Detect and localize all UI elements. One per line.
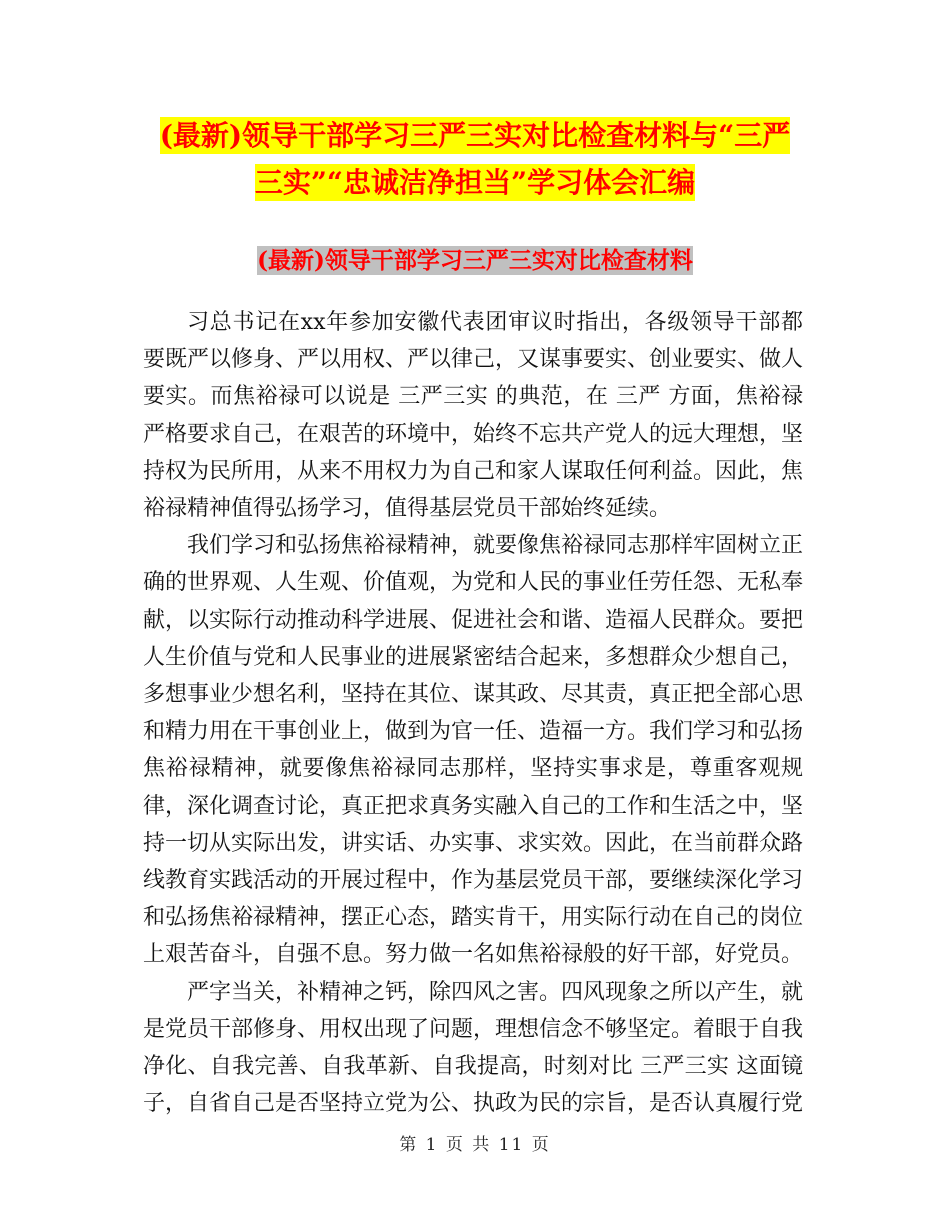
section-title	[140, 244, 810, 278]
paragraph: 严字当关，补精神之钙，除四风之害。四风现象之所以产生，就是党员干部修身、用权出现了问题，理想信念不够坚定。着眼于自我净化、自我完善、自我革新、自我提高，时刻对比 三严三实 这面镜子，自省自己是否坚持立党为公、执政为民的宗旨，是否认真履行党	[143, 979, 804, 1117]
paragraph: 习总书记在xx年参加安徽代表团审议时指出，各级领导干部都要既严以修身、严以用权、严以律己，又谋事要实、创业要实、做人要实。而焦裕禄可以说是 三严三实 的典范，在 三严 方面，焦裕禄严格要求自己，在艰苦的环境中，始终不忘共产党人的远大理想，坚持权为民所用，从来不用权力为自己和家人谋取任何利益。因此，焦裕禄精神值得弘扬学习，值得基层党员干部始终延续。	[143, 310, 804, 522]
document-body	[143, 304, 803, 1122]
section-title-text: (最新)领导干部学习三严三实对比检查材料	[257, 247, 693, 274]
page-footer: 第 1 页 共 11 页	[399, 1135, 551, 1155]
document-title-line2: 三实”“忠诚洁净担当”学习体会汇编	[254, 166, 696, 199]
document-title-line1: (最新)领导干部学习三严三实对比检查材料与“三严	[159, 119, 791, 152]
document-title	[140, 112, 810, 206]
paragraph: 我们学习和弘扬焦裕禄精神，就要像焦裕禄同志那样牢固树立正确的世界观、人生观、价值观，为党和人民的事业任劳任怨、无私奉献，以实际行动推动科学进展、促进社会和谐、造福人民群众。要把人生价值与党和人民事业的进展紧密结合起来，多想群众少想自己，多想事业少想名利，坚持在其位、谋其政、尽其责，真正把全部心思和精力用在干事创业上，做到为官一任、造福一方。我们学习和弘扬焦裕禄精神，就要像焦裕禄同志那样，坚持实事求是，尊重客观规律，深化调查讨论，真正把求真务实融入自己的工作和生活之中，坚持一切从实际出发，讲实话、办实事、求实效。因此，在当前群众路线教育实践活动的开展过程中，作为基层党员干部，要继续深化学习和弘扬焦裕禄精神，摆正心态，踏实肯干，用实际行动在自己的岗位上艰苦奋斗，自强不息。努力做一名如焦裕禄般的好干部，好党员。	[143, 533, 804, 968]
